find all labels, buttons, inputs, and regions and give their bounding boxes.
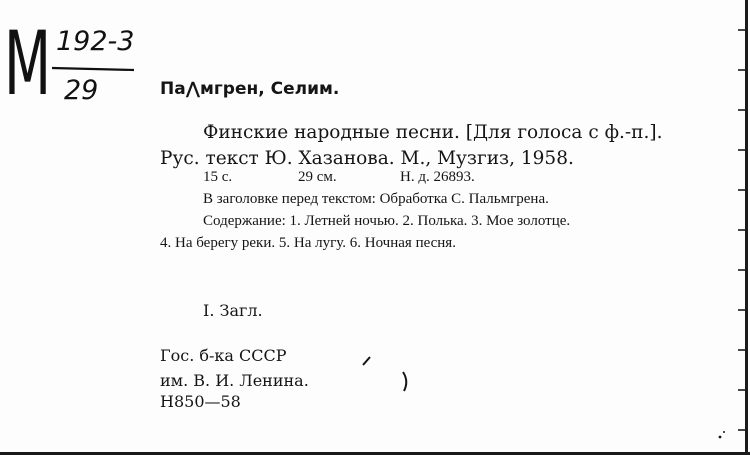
note-line-1: В заголовке перед текстом: Обработка С. Пальмгрена. (203, 191, 549, 207)
shelfmark-number-bottom: 29 (64, 75, 99, 106)
shelfmark-letter: M (4, 14, 52, 106)
tracing: I. Загл. (203, 301, 263, 320)
title-line-1: Финские народные песни. [Для голоса с ф.-п.]. (203, 122, 663, 143)
title-line-2: Рус. текст Ю. Хазанова. М., Музгиз, 1958. (160, 148, 574, 169)
collation-pages: 15 с. (203, 169, 233, 185)
contents-line-2: 4. На берегу реки. 5. На лугу. 6. Ночная песня. (160, 235, 456, 251)
collation-size: 29 см. (298, 169, 337, 185)
library-line-1: Гос. б-ка СССР (160, 346, 287, 365)
library-line-3: Н850—58 (160, 392, 241, 411)
shelfmark-number-top: 192-3 (56, 26, 135, 57)
collation-price: Н. д. 26893. (400, 169, 475, 185)
library-line-2: им. В. И. Ленина. (160, 371, 309, 390)
contents-line-1: Содержание: 1. Летней ночью. 2. Полька. 3. Мое золотце. (203, 213, 571, 229)
author-heading: Па⋀мгрен, Селим. (160, 79, 340, 99)
